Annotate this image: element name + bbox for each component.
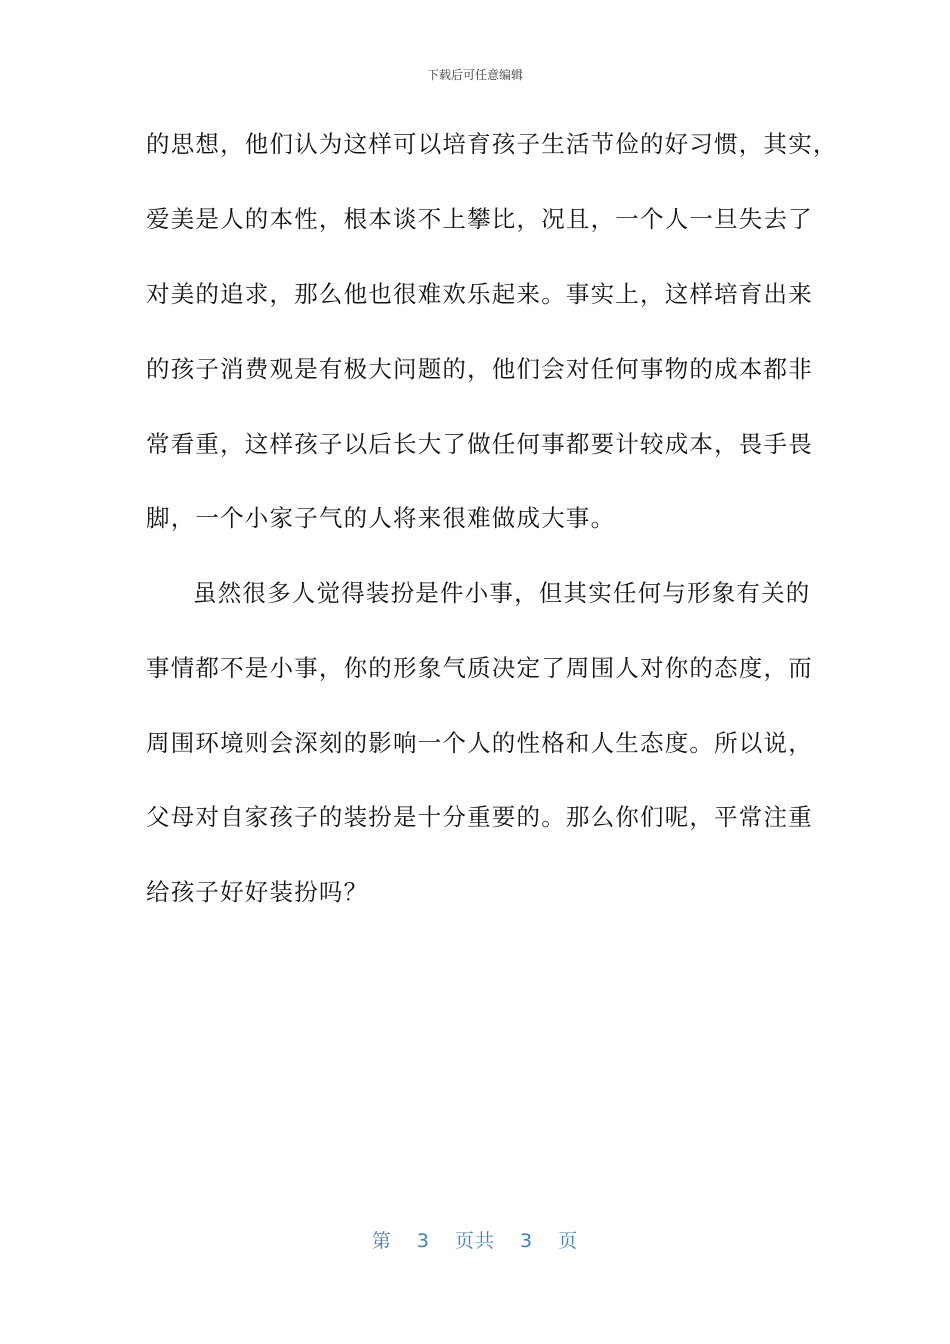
paragraph-2-line-2: 事情都不是小事，你的形象气质决定了周围人对你的态度，而 [146, 654, 813, 682]
paragraph-1-line-5: 常看重，这样孩子以后长大了做任何事都要计较成本，畏手畏 [146, 430, 813, 458]
page-header: 下载后可任意编辑 [426, 68, 523, 82]
paragraph-1-line-6: 脚，一个小家子气的人将来很难做成大事。 [146, 504, 616, 532]
page-number-footer: 第 3 页共 3 页 [371, 1230, 579, 1252]
paragraph-1-line-3: 对美的追求，那么他也很难欢乐起来。事实上，这样培育出来 [146, 280, 813, 308]
paragraph-1-line-2: 爱美是人的本性，根本谈不上攀比，况且，一个人一旦失去了 [146, 205, 813, 233]
paragraph-2-line-1: 虽然很多人觉得装扮是件小事，但其实任何与形象有关的 [193, 579, 811, 607]
paragraph-1-line-1: 的思想，他们认为这样可以培育孩子生活节俭的好习惯，其实， [146, 130, 838, 158]
paragraph-2-line-4: 父母对自家孩子的装扮是十分重要的。那么你们呢，平常注重 [146, 803, 813, 831]
paragraph-1-line-4: 的孩子消费观是有极大问题的，他们会对任何事物的成本都非 [146, 355, 813, 383]
paragraph-2-line-3: 周围环境则会深刻的影响一个人的性格和人生态度。所以说， [146, 729, 813, 757]
paragraph-2-line-5: 给孩子好好装扮吗？ [146, 878, 369, 906]
